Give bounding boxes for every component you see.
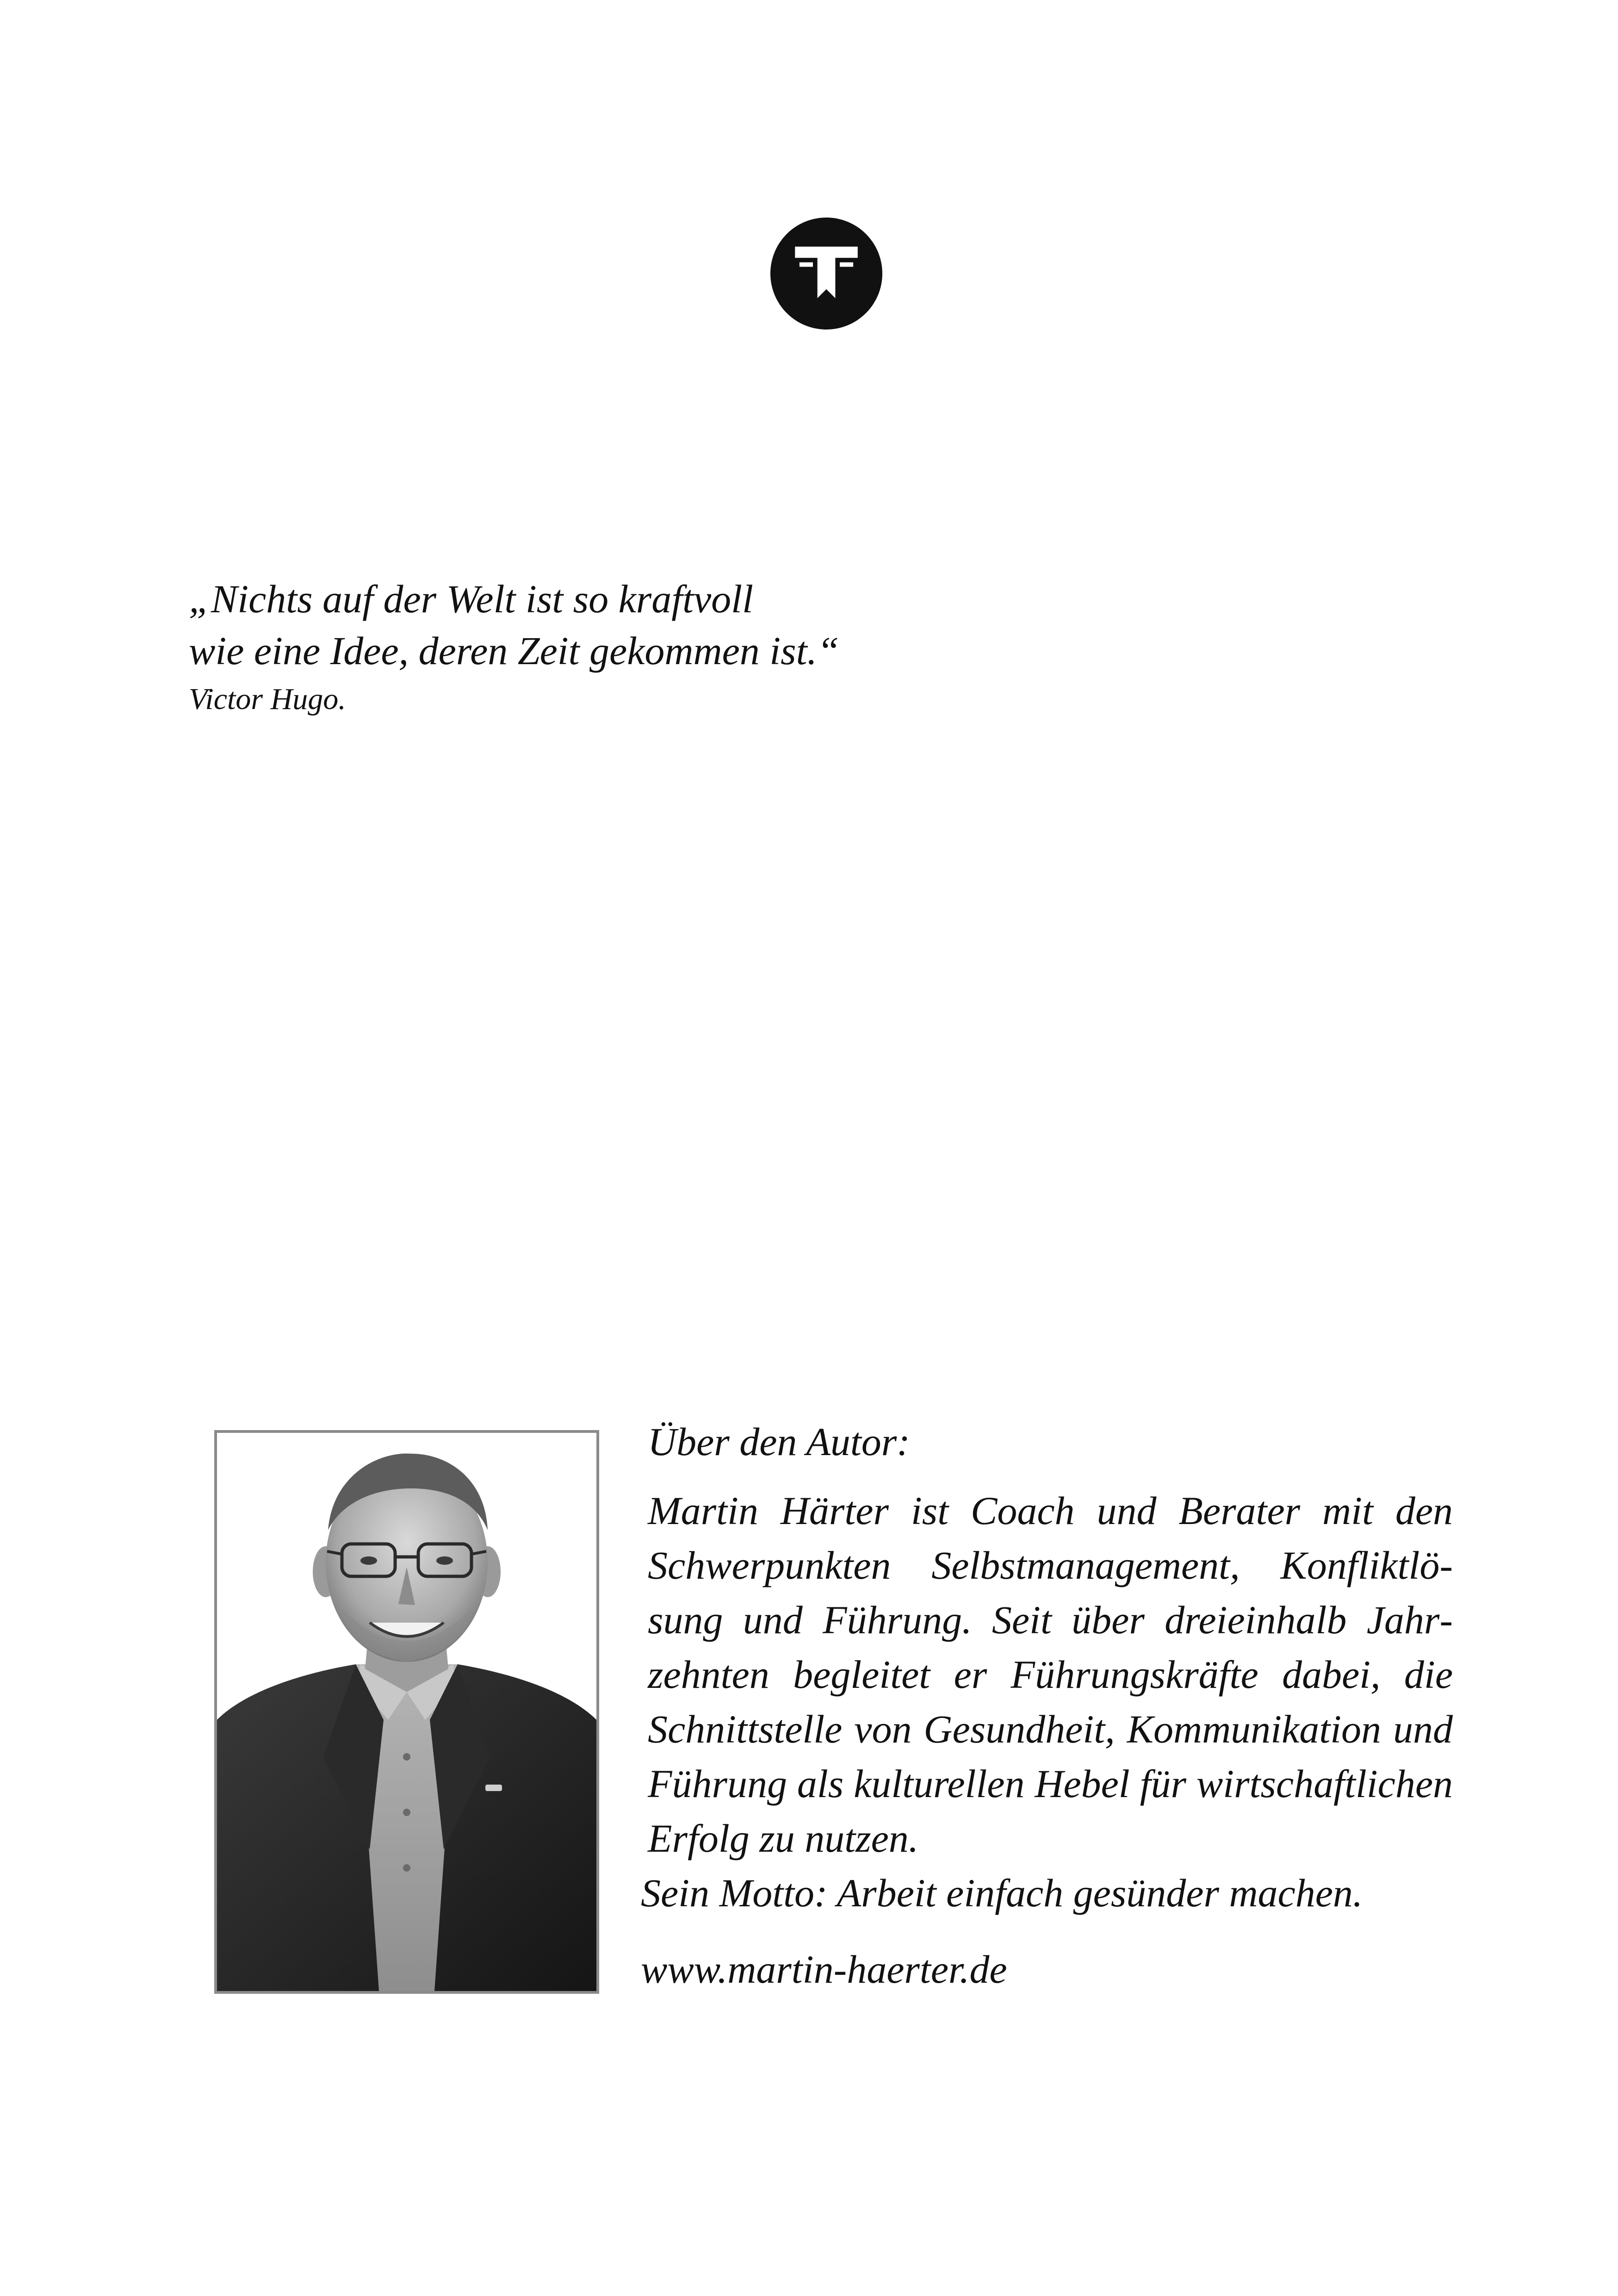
author-motto: Sein Motto: Arbeit einfach gesünder machen. <box>641 1871 1363 1915</box>
author-portrait-image <box>217 1433 596 1991</box>
bio-heading: Über den Autor: <box>648 1419 910 1464</box>
circle-t-logo-icon <box>770 218 882 330</box>
author-website-link[interactable]: www.martin-haerter.de <box>641 1947 1007 1991</box>
quote-author: Victor Hugo. <box>189 682 346 716</box>
epigraph-quote <box>189 573 1068 720</box>
bio-text: Martin Härter ist Coach und Berater mit den Schwerpunkten Selbstmanagement, Konfliktlösung und Führung. Seit über dreieinhalb Jahrzehnten begleitet er Führungskräfte dabei, die Schnittstelle von Gesundheit, Kommunikation und Führung als kulturellen Hebel für wirtschaftlichen Erfolg zu nutzen. <box>648 1488 1453 1860</box>
quote-line-2: wie eine Idee, deren Zeit gekommen ist.“ <box>189 628 839 673</box>
author-portrait <box>214 1430 599 1994</box>
publisher-logo <box>770 218 882 330</box>
quote-line-1: „Nichts auf der Welt ist so kraftvoll <box>189 577 753 621</box>
